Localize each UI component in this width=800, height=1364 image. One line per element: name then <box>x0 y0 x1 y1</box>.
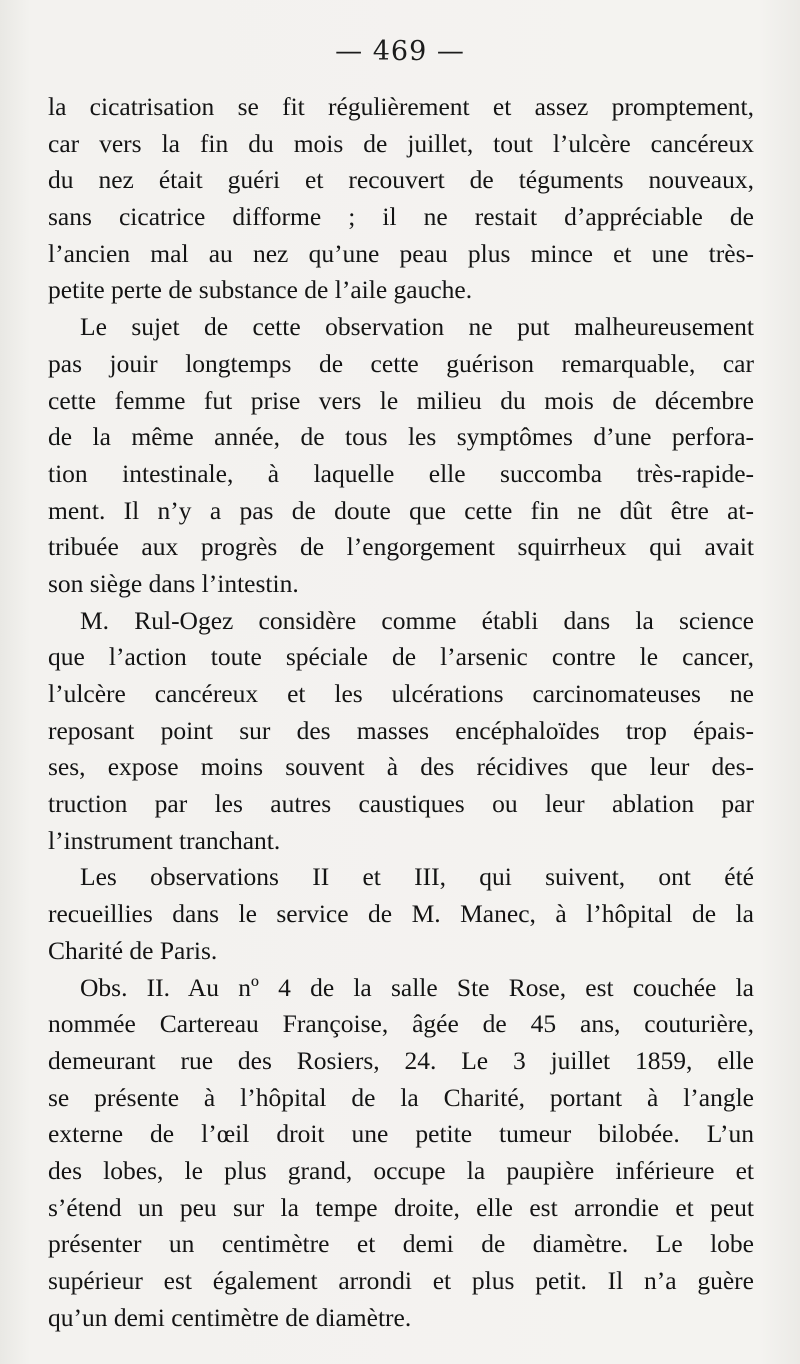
text-line: supérieur est également arrondi et plus petit. Il n’a guère <box>48 1266 754 1295</box>
text-line: pas jouir longtemps de cette guérison remarquable, car <box>48 348 754 378</box>
text-line: tribuée aux progrès de l’engorgement squirrheux qui avait <box>48 532 754 562</box>
text-line: que l’action toute spéciale de l’arsenic contre le cancer, <box>48 642 754 672</box>
text-line: petite perte de substance de l’aile gauche. <box>48 275 473 305</box>
text-line: du nez était guéri et recouvert de téguments nouveaux, <box>48 165 754 195</box>
text-line: demeurant rue des Rosiers, 24. Le 3 juillet 1859, elle <box>48 1045 754 1075</box>
text-line: M. Rul-Ogez considère comme établi dans la science <box>80 605 754 635</box>
text-line: recueillies dans le service de M. Manec, à l’hôpital de la <box>48 899 754 929</box>
text-line: ment. Il n’y a pas de doute que cette fin ne dût être at- <box>48 495 754 525</box>
page-number: — 469 — <box>335 36 465 67</box>
text-line: tion intestinale, à laquelle elle succomba très-rapide- <box>48 458 754 488</box>
text-line: l’ulcère cancéreux et les ulcérations carcinomateuses ne <box>48 679 754 708</box>
text-line: truction par les autres caustiques ou leur ablation par <box>48 789 754 819</box>
text-line: l’instrument tranchant. <box>48 825 281 855</box>
text-line: cette femme fut prise vers le milieu du mois de décembre <box>48 385 754 415</box>
text-line: ses, expose moins souvent à des récidives que leur des- <box>48 752 754 782</box>
text-line: reposant point sur des masses encéphaloïdes trop épais- <box>48 715 754 745</box>
text-line: Le sujet de cette observation ne put malheureusement <box>80 312 754 342</box>
text-line: la cicatrisation se fit régulièrement et assez promptement, <box>48 92 754 121</box>
text-line: Les observations II et III, qui suivent, ont été <box>80 862 754 892</box>
text-line: s’étend un peu sur la tempe droite, elle est arrondie et peut <box>48 1192 754 1222</box>
text-line: qu’un demi centimètre de diamètre. <box>48 1302 412 1332</box>
text-line: de la même année, de tous les symptômes d’une perfora- <box>48 422 754 452</box>
text-line: présenter un centimètre et demi de diamètre. Le lobe <box>48 1229 754 1259</box>
text-line: Charité de Paris. <box>48 935 218 965</box>
body-text <box>48 89 754 1336</box>
text-line: l’ancien mal au nez qu’une peau plus mince et une très- <box>48 238 754 268</box>
text-line: son siège dans l’intestin. <box>48 568 299 598</box>
text-line: Obs. II. Au nº 4 de la salle Ste Rose, est couchée la <box>80 972 754 1002</box>
text-line: car vers la fin du mois de juillet, tout l’ulcère cancéreux <box>48 128 754 158</box>
text-line: externe de l’œil droit une petite tumeur bilobée. L’un <box>48 1119 754 1149</box>
text-line: sans cicatrice difforme ; il ne restait d’appréciable de <box>48 202 754 232</box>
text-line: des lobes, le plus grand, occupe la paupière inférieure et <box>48 1155 754 1185</box>
text-line: nommée Cartereau Françoise, âgée de 45 ans, couturière, <box>48 1009 754 1039</box>
text-line: se présente à l’hôpital de la Charité, portant à l’angle <box>48 1082 754 1112</box>
